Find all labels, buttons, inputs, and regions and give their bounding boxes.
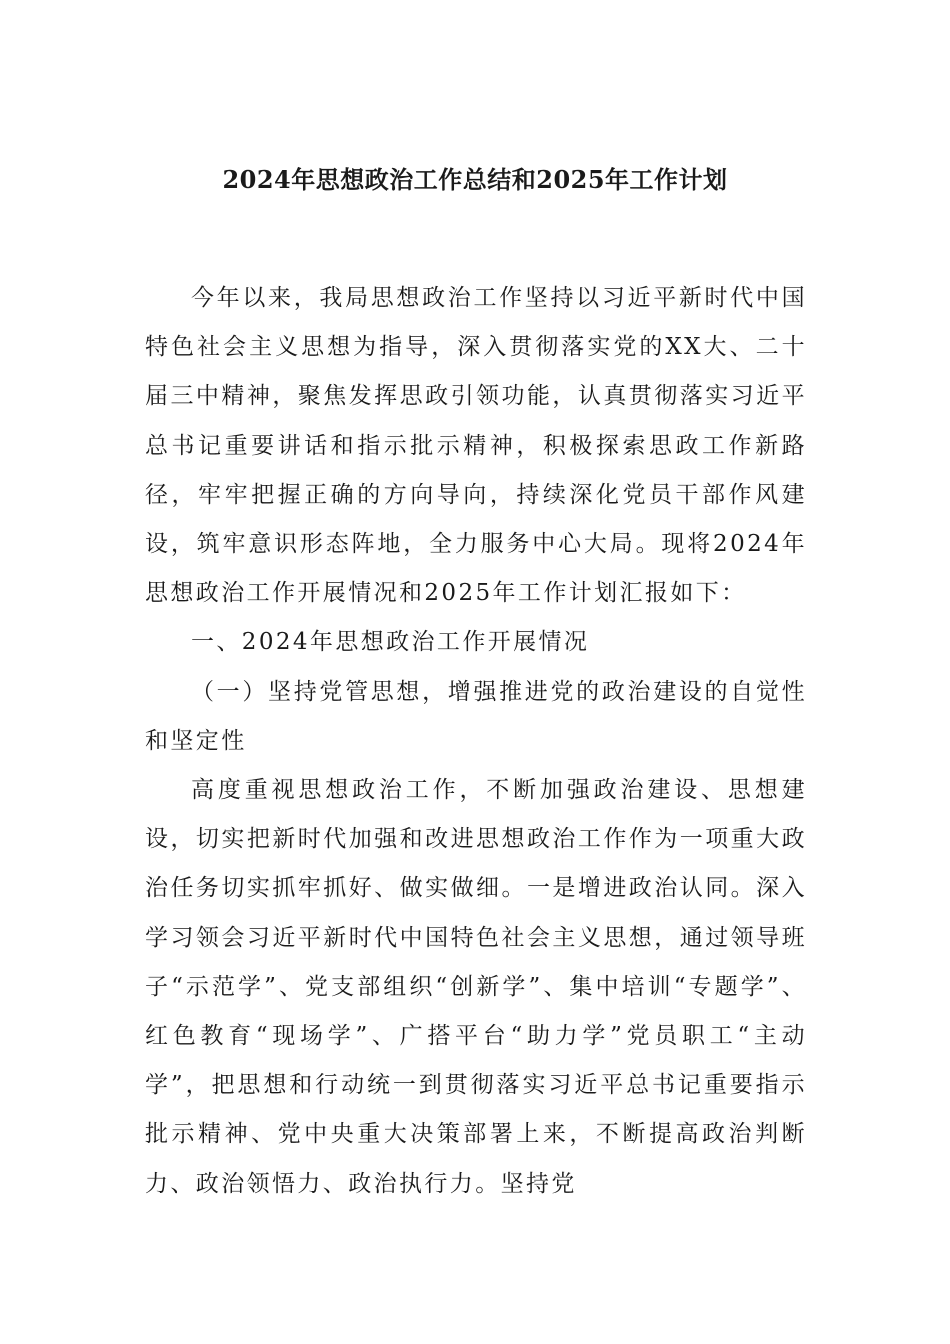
subsection-heading-1: （一）坚持党管思想，增强推进党的政治建设的自觉性和坚定性 [145, 678, 807, 754]
body-paragraph: 高度重视思想政治工作，不断加强政治建设、思想建设，切实把新时代加强和改进思想政治工作作为一项重大政治任务切实抓牢抓好、做实做细。一是增进政治认同。深入学习领会习近平新时代中国特色社会主义思想，通过领导班子“示范学”、党支部组织“创新学”、集中培训“专题学”、红色教育“现场学”、广搭平台“助力学”党员职工“主动学”，把思想和行动统一到贯彻落实习近平总书记重要指示批示精神、党中央重大决策部署上来，不断提高政治判断力、政治领悟力、政治执行力。坚持党 [145, 777, 807, 1197]
section-heading-1: 一、2024年思想政治工作开展情况 [191, 629, 590, 656]
document-title: 2024年思想政治工作总结和2025年工作计划 [222, 165, 728, 194]
document-body [145, 274, 807, 1209]
intro-paragraph: 今年以来，我局思想政治工作坚持以习近平新时代中国特色社会主义思想为指导，深入贯彻落实党的XX大、二十届三中精神，聚焦发挥思政引领功能，认真贯彻落实习近平总书记重要讲话和指示批示精神，积极探索思政工作新路径，牢牢把握正确的方向导向，持续深化党员干部作风建设，筑牢意识形态阵地，全力服务中心大局。现将2024年思想政治工作开展情况和2025年工作计划汇报如下： [145, 285, 807, 607]
